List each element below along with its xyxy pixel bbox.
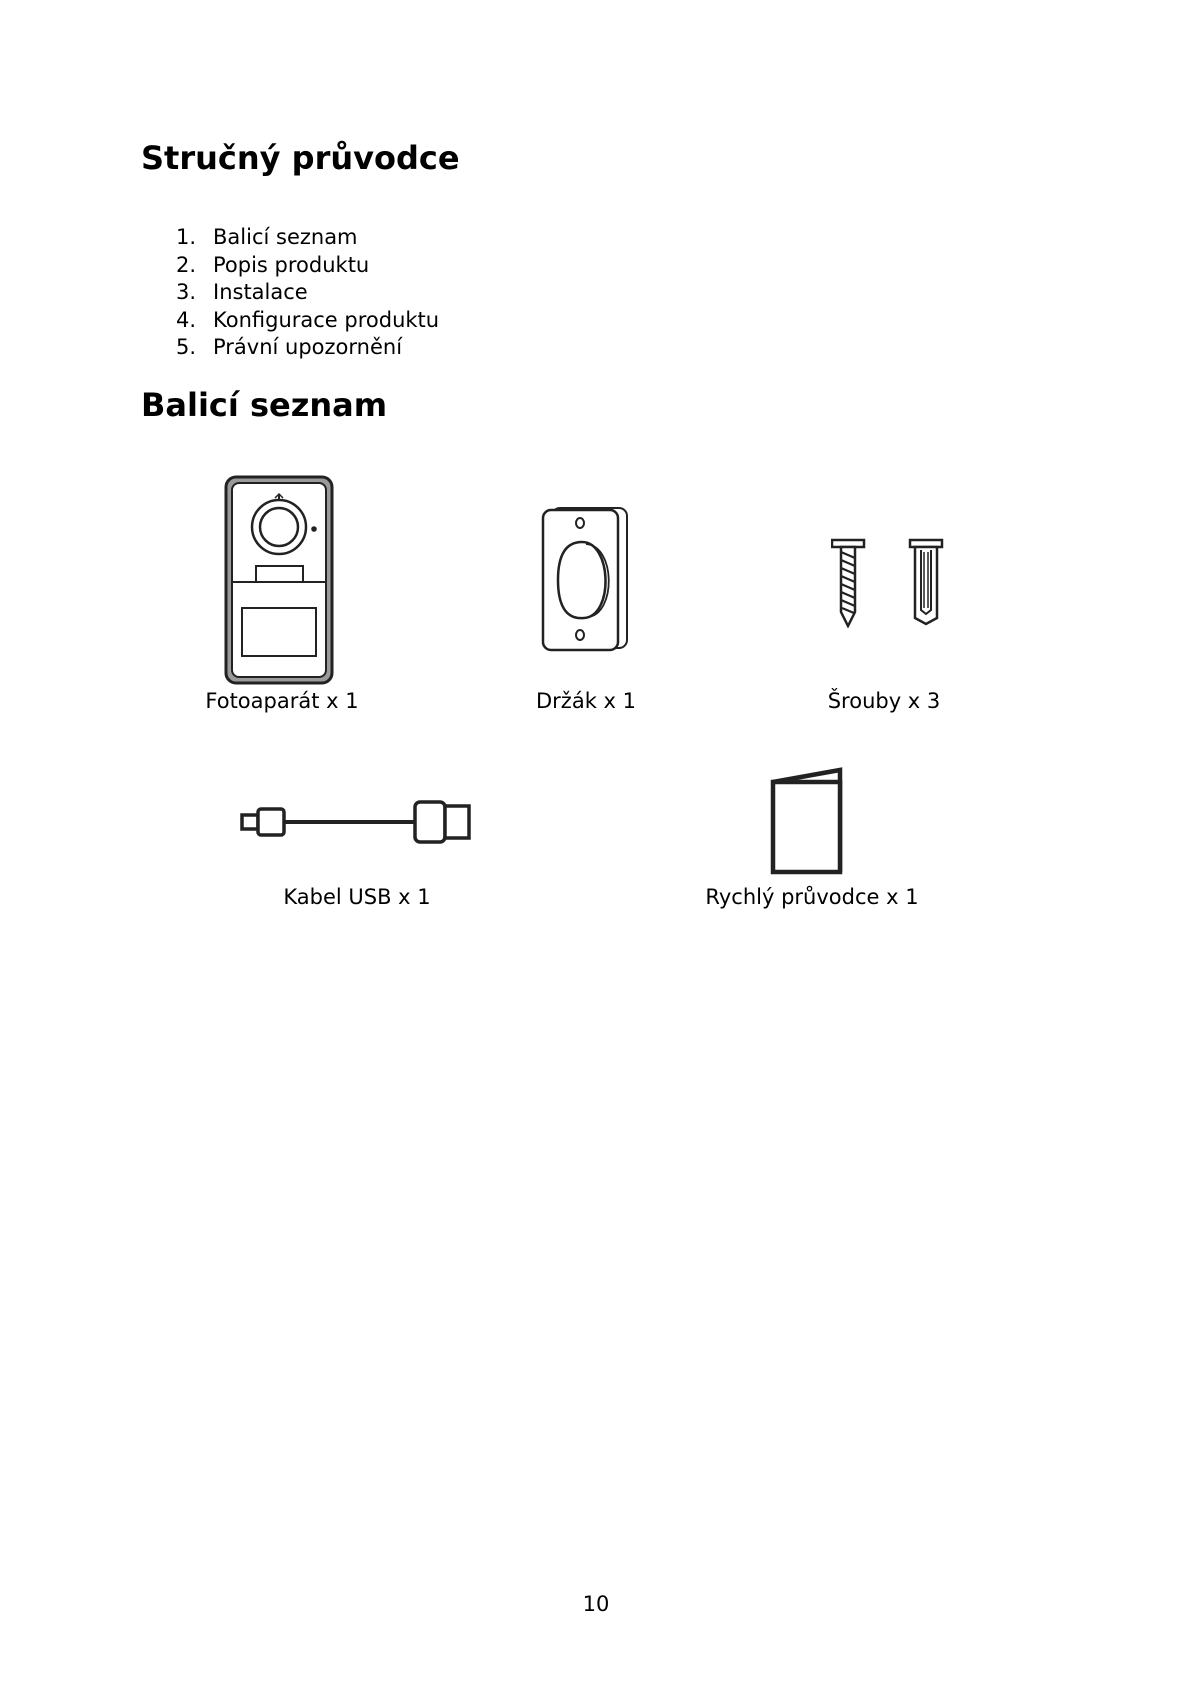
toc-number: 1.: [176, 225, 197, 249]
page-title: Stručný průvodce: [141, 139, 460, 177]
usb-cable-icon: [240, 798, 472, 846]
quick-guide-booklet-icon: [768, 766, 848, 878]
toc-label: Konfigurace produktu: [213, 307, 440, 332]
toc-item: [176, 279, 439, 307]
toc-number: 2.: [176, 252, 197, 277]
page-number: 10: [582, 1592, 610, 1616]
toc-label: Právní upozornění: [213, 335, 403, 359]
toc-item: [176, 307, 439, 335]
toc-label: Popis produktu: [213, 252, 370, 277]
item-caption: Rychlý průvodce x 1: [705, 885, 919, 909]
toc-item: [176, 224, 439, 252]
item-caption: Šrouby x 3: [827, 689, 941, 713]
toc-number: 5.: [176, 335, 197, 359]
toc-item: [176, 252, 439, 280]
toc-label: Balicí seznam: [213, 225, 358, 249]
toc-number: 3.: [176, 280, 197, 304]
section-heading: Balicí seznam: [141, 386, 388, 424]
item-caption: Fotoaparát x 1: [205, 689, 359, 713]
screws-icon: [831, 538, 946, 628]
table-of-contents: [176, 224, 439, 362]
toc-label: Instalace: [213, 280, 308, 304]
toc-number: 4.: [176, 307, 197, 332]
mounting-bracket-icon: [540, 506, 630, 652]
item-caption: Kabel USB x 1: [283, 885, 431, 909]
item-caption: Držák x 1: [536, 689, 636, 713]
toc-item: [176, 334, 439, 362]
doorbell-camera-icon: [223, 474, 335, 686]
